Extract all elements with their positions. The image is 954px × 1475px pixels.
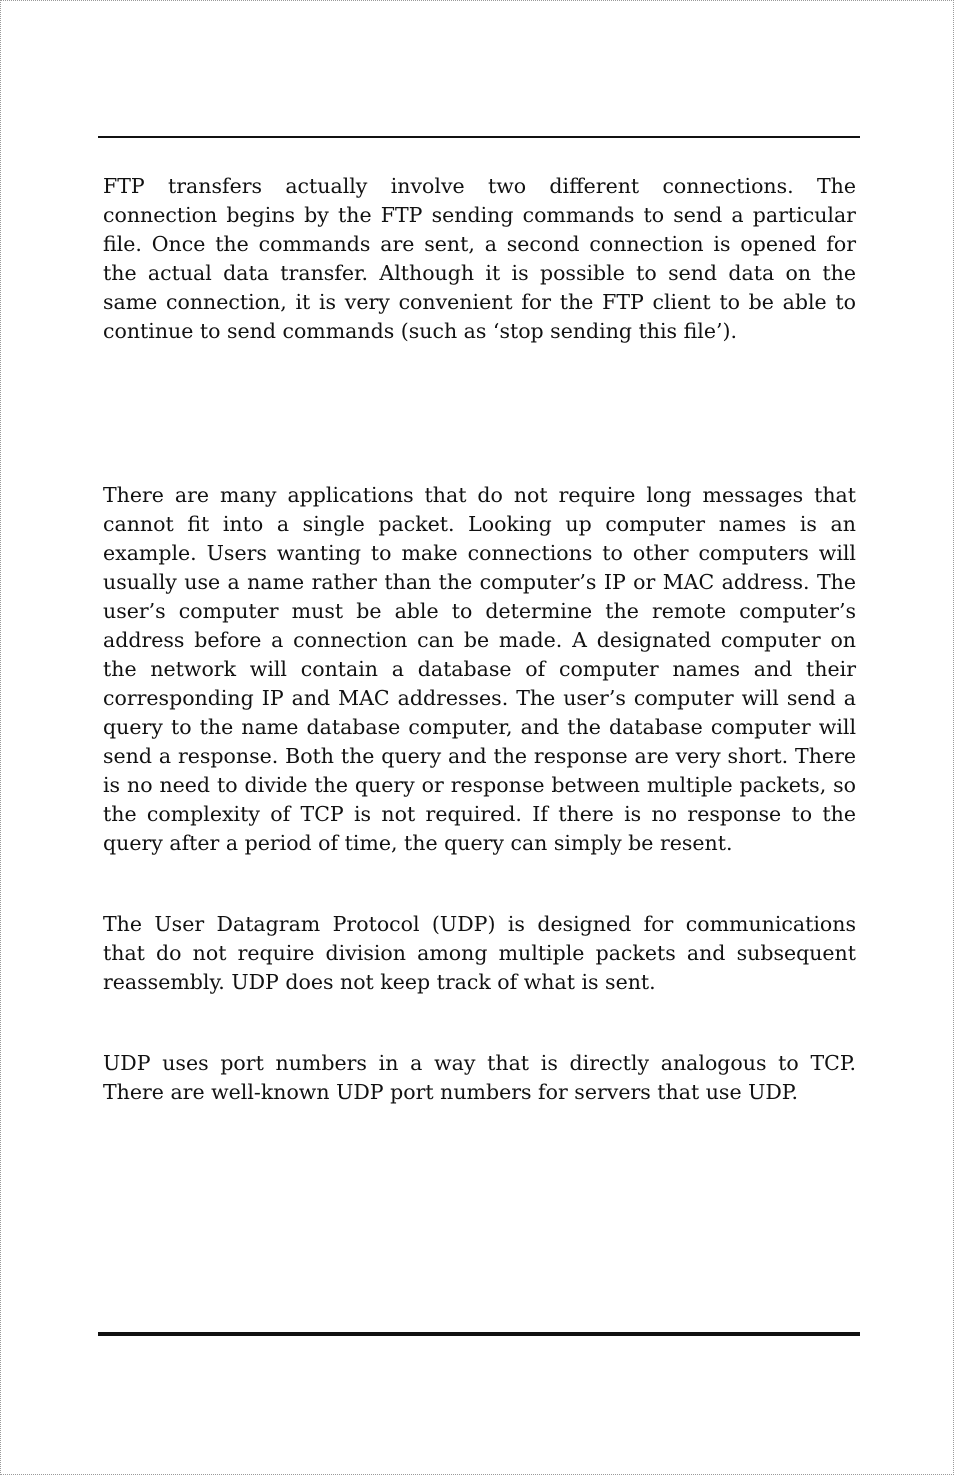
paragraph-udp-ports: UDP uses port numbers in a way that is directly analogous to TCP. There are well-known UDP port numbers for servers that use UDP. bbox=[103, 1051, 856, 1104]
header-rule bbox=[98, 136, 860, 138]
paragraph-udp-definition: The User Datagram Protocol (UDP) is designed for communications that do not require division among multiple packets and subsequent reassembly. UDP does not keep track of what is sent. bbox=[103, 912, 856, 994]
paragraph-ftp-connections: FTP transfers actually involve two different connections. The connection begins by the FTP sending commands to send a particular file. Once the commands are sent, a second connection is opened for the actual data transfer. Although it is possible to send data on the same connection, it is very convenient for the FTP client to be able to continue to send commands (such as ‘stop sending this file’). bbox=[103, 174, 856, 343]
footer-rule bbox=[98, 1332, 860, 1336]
paragraph-name-lookup: There are many applications that do not require long messages that cannot fit into a single packet. Looking up computer names is an example. Users wanting to make connections to other computers will usually use a name rather than the computer’s IP or MAC address. The user’s computer must be able to determine the remote computer’s address before a connection can be made. A designated computer on the network will contain a database of computer names and their corresponding IP and MAC addresses. The user’s computer will send a query to the name database computer, and the database computer will send a response. Both the query and the response are very short. There is no need to divide the query or response between multiple packets, so the complexity of TCP is not required. If there is no response to the query after a period of time, the query can simply be resent. bbox=[103, 483, 856, 855]
